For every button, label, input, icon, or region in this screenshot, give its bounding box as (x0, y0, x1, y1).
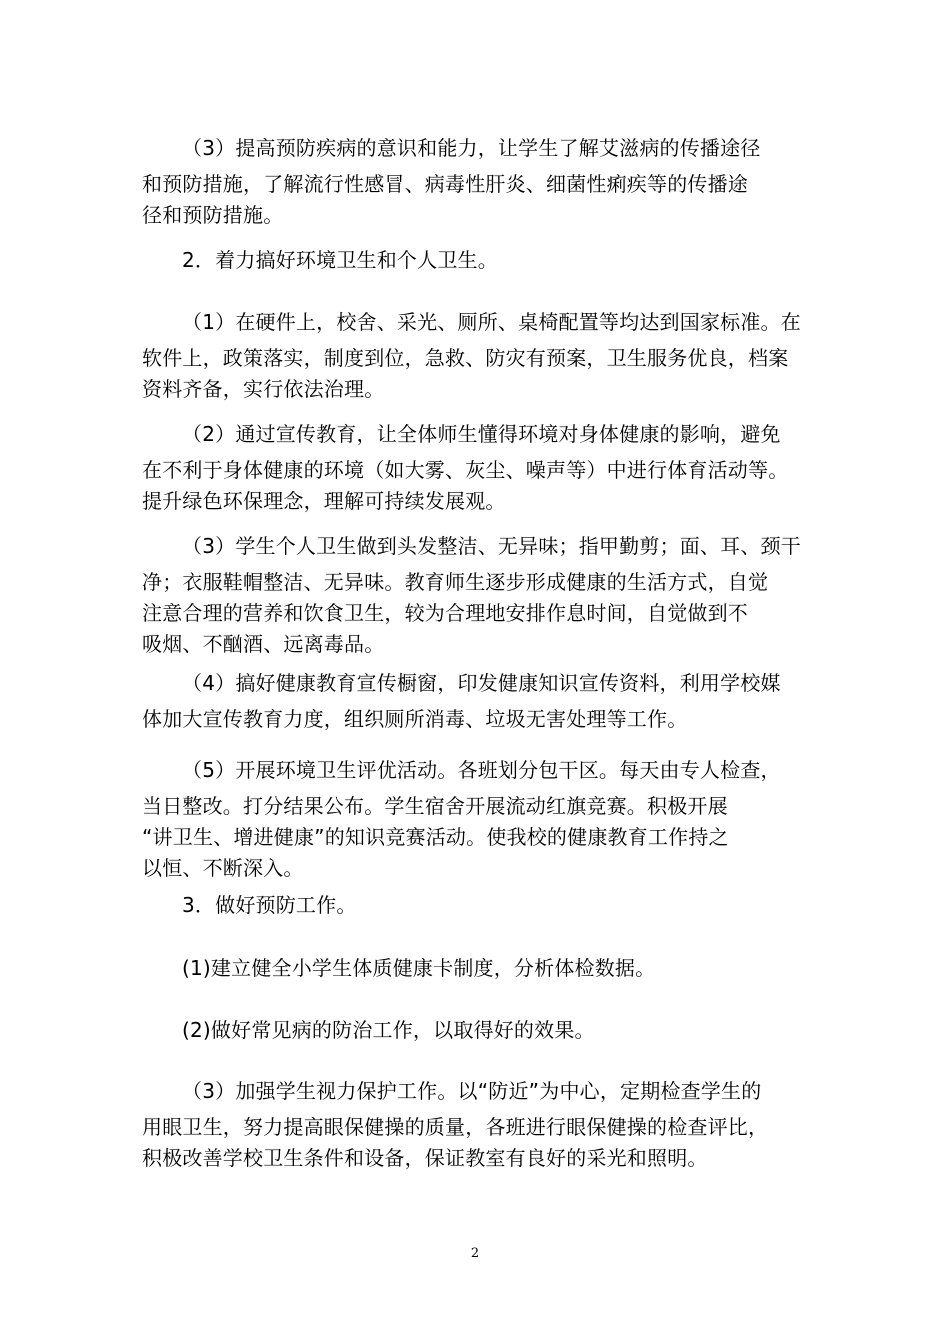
paragraph-line: 净；衣服鞋帽整洁、无异味。教育师生逐步形成健康的生活方式，自觉 (142, 570, 769, 594)
paragraph-hardware-software (142, 307, 824, 405)
paragraph-line: 当日整改。打分结果公布。学生宿舍开展流动红旗竞赛。积极开展 (142, 794, 728, 818)
paragraph-line: 以恒、不断深入。 (142, 856, 304, 880)
paragraph-line: 提升绿色环保理念，理解可持续发展观。 (142, 489, 506, 513)
paragraph-line: 用眼卫生，努力提高眼保健操的质量，各班进行眼保健操的检查评比， (142, 1115, 769, 1139)
paragraph-line: 吸烟、不酗酒、远离毒品。 (142, 632, 385, 656)
section-heading-prevention-work (142, 890, 824, 921)
paragraph-line: (1)建立健全小学生体质健康卡制度，分析体检数据。 (182, 956, 656, 980)
paragraph-publicity-education (142, 419, 824, 517)
paragraph-line: 注意合理的营养和饮食卫生，较为合理地安排作息时间，自觉做到不 (142, 601, 748, 625)
paragraph-line: （3）学生个人卫生做到头发整洁、无异味；指甲勤剪；面、耳、颈干 (182, 534, 801, 558)
paragraph-line: （3）加强学生视力保护工作。以“防近”为中心，定期检查学生的 (182, 1079, 762, 1103)
paragraph-line: 软件上，政策落实，制度到位，急救、防灾有预案，卫生服务优良，档案 (142, 346, 789, 370)
paragraph-line: “讲卫生、增进健康”的知识竞赛活动。使我校的健康教育工作持之 (142, 825, 729, 849)
section-heading-line: 3．做好预防工作。 (182, 893, 357, 917)
paragraph-line: （5）开展环境卫生评优活动。各班划分包干区。每天由专人检查， (182, 758, 781, 782)
paragraph-health-showcase (142, 668, 824, 735)
paragraph-line: 体加大宣传教育力度，组织厕所消毒、垃圾无害处理等工作。 (142, 707, 688, 731)
paragraph-personal-hygiene (142, 531, 824, 660)
paragraph-line: （3）提高预防疾病的意识和能力，让学生了解艾滋病的传播途径 (182, 136, 761, 160)
paragraph-vision-protection (142, 1076, 824, 1174)
paragraph-common-diseases (142, 1015, 824, 1046)
paragraph-line: （2）通过宣传教育，让全体师生懂得环境对身体健康的影响，避免 (182, 422, 781, 446)
paragraph-line: （1）在硬件上，校舍、采光、厕所、桌椅配置等均达到国家标准。在 (182, 310, 801, 334)
paragraph-health-card (142, 953, 824, 984)
paragraph-line: 和预防措施，了解流行性感冒、病毒性肝炎、细菌性痢疾等的传播途 (142, 172, 748, 196)
paragraph-line: 径和预防措施。 (142, 203, 284, 227)
paragraph-line: （4）搞好健康教育宣传橱窗，印发健康知识宣传资料，利用学校媒 (182, 671, 781, 695)
paragraph-prevention-awareness (142, 133, 824, 231)
page-number: 2 (470, 1246, 480, 1261)
section-heading-line: 2．着力搞好环境卫生和个人卫生。 (182, 248, 498, 272)
paragraph-line: 资料齐备，实行依法治理。 (142, 377, 385, 401)
paragraph-evaluation-activities (142, 755, 824, 884)
paragraph-line: 积极改善学校卫生条件和设备，保证教室有良好的采光和照明。 (142, 1146, 708, 1170)
paragraph-line: 在不利于身体健康的环境（如大雾、灰尘、噪声等）中进行体育活动等。 (142, 458, 789, 482)
paragraph-line: (2)做好常见病的防治工作，以取得好的效果。 (182, 1018, 595, 1042)
section-heading-environment-hygiene (142, 245, 824, 276)
